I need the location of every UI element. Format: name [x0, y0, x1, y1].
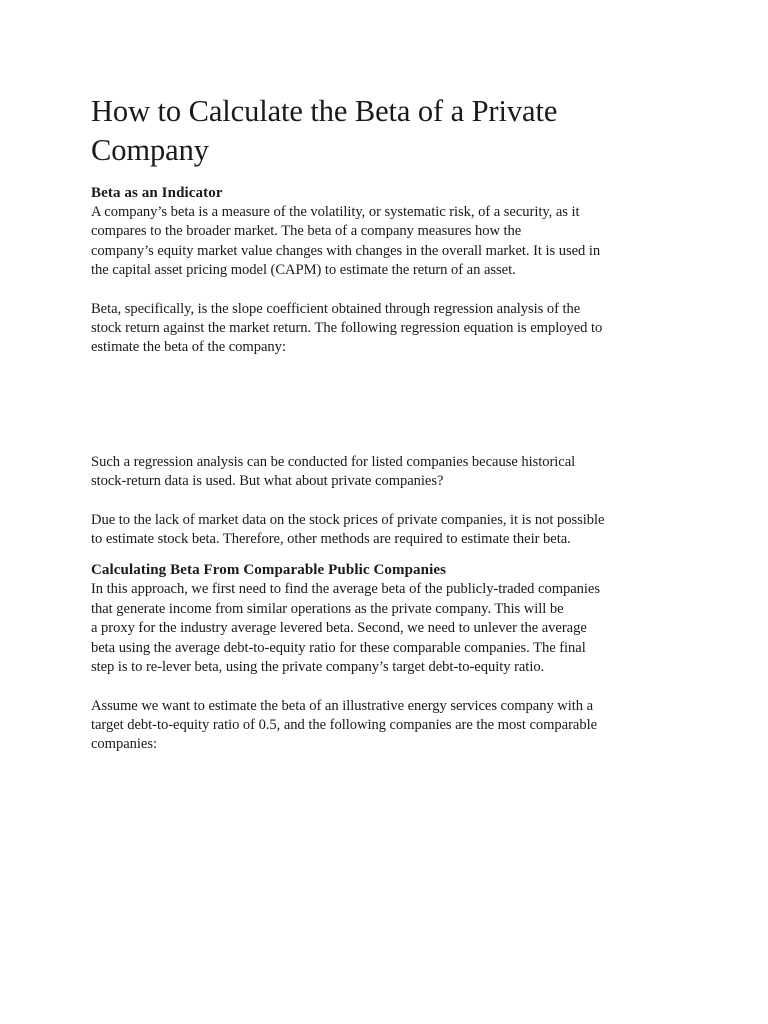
- text-line: target debt-to-equity ratio of 0.5, and the following companies are the most comparable: [91, 716, 598, 733]
- text-line: Such a regression analysis can be conducted for listed companies because historical: [91, 453, 576, 470]
- paragraph-private-companies: [91, 511, 681, 550]
- equation-placeholder: [91, 358, 681, 453]
- text-line: Due to the lack of market data on the stock prices of private companies, it is not possible: [91, 511, 605, 528]
- title-line: Company: [91, 133, 209, 167]
- text-line: a proxy for the industry average levered beta. Second, we need to unlever the average: [91, 620, 587, 637]
- text-line: A company’s beta is a measure of the volatility, or systematic risk, of a security, as it: [91, 204, 580, 220]
- text-line: Beta, specifically, is the slope coefficient obtained through regression analysis of the: [91, 300, 581, 317]
- text-line: Assume we want to estimate the beta of an illustrative energy services company with a: [91, 697, 594, 714]
- paragraph-approach: [91, 580, 681, 677]
- section-heading-comparable-companies: Calculating Beta From Comparable Public Companies: [91, 562, 447, 579]
- text-line: beta using the average debt-to-equity ratio for these comparable companies. The final: [91, 639, 586, 656]
- paragraph-listed-companies: [91, 453, 681, 492]
- text-line: that generate income from similar operations as the private company. This will be: [91, 600, 564, 617]
- text-line: to estimate stock beta. Therefore, other methods are required to estimate their beta.: [91, 531, 571, 548]
- paragraph-example: [91, 697, 681, 755]
- document-page: [91, 92, 681, 755]
- text-line: step is to re-lever beta, using the private company’s target debt-to-equity ratio.: [91, 659, 545, 676]
- page-title: [91, 92, 681, 170]
- text-line: compares to the broader market. The beta of a company measures how the: [91, 223, 522, 240]
- text-line: estimate the beta of the company:: [91, 339, 286, 356]
- paragraph-beta-definition: [91, 203, 681, 281]
- section-heading-beta-indicator: Beta as an Indicator: [91, 185, 223, 201]
- text-line: companies:: [91, 736, 157, 753]
- text-line: the capital asset pricing model (CAPM) to estimate the return of an asset.: [91, 262, 516, 279]
- title-line: How to Calculate the Beta of a Private: [91, 94, 558, 128]
- text-line: company’s equity market value changes with changes in the overall market. It is used in: [91, 242, 601, 259]
- text-line: stock-return data is used. But what about private companies?: [91, 473, 444, 490]
- paragraph-regression: [91, 300, 681, 358]
- text-line: In this approach, we first need to find the average beta of the publicly-traded companies: [91, 581, 600, 598]
- text-line: stock return against the market return. The following regression equation is employed to: [91, 320, 603, 337]
